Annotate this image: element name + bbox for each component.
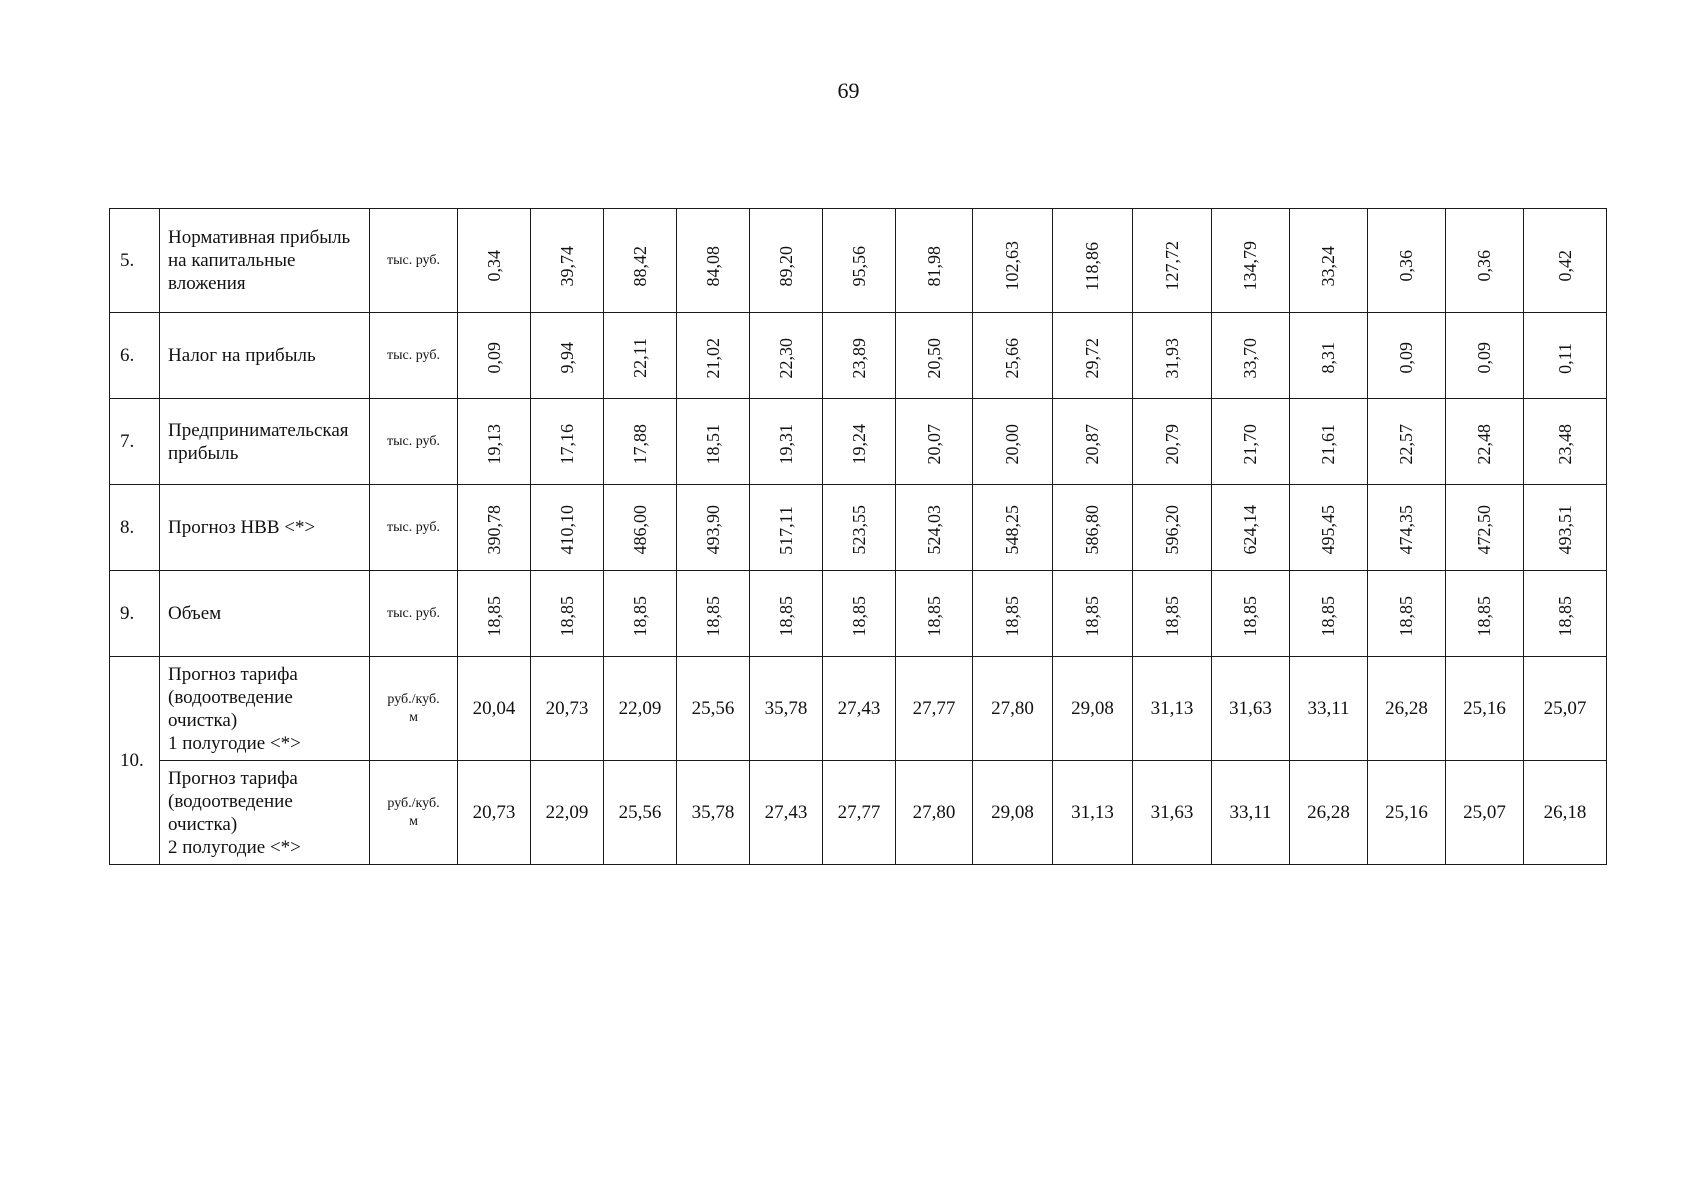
row-name: Налог на прибыль	[160, 313, 370, 399]
value-cell	[1524, 313, 1607, 399]
value-cell	[1212, 571, 1290, 657]
value-cell	[1133, 399, 1212, 485]
value-text: 20,50	[923, 337, 944, 379]
value-text: 18,85	[1554, 595, 1575, 637]
value-cell	[1368, 485, 1446, 571]
value-text: 8,31	[1318, 342, 1338, 374]
value-cell	[1290, 313, 1368, 399]
row-number: 7.	[110, 399, 160, 485]
value-text: 18,85	[1318, 595, 1338, 637]
value-text: 29,72	[1082, 337, 1102, 379]
value-text: 596,20	[1161, 505, 1182, 555]
value-cell	[1446, 571, 1524, 657]
value-cell	[1133, 571, 1212, 657]
value-cell	[1524, 209, 1607, 313]
value-cell	[1368, 209, 1446, 313]
row-unit: тыс. руб.	[370, 485, 458, 571]
table-row-tariff-h2	[110, 761, 1607, 865]
page-number: 69	[837, 78, 860, 103]
value-cell	[896, 313, 973, 399]
value-text: 20,87	[1082, 423, 1102, 465]
value-cell	[1053, 571, 1133, 657]
value-cell	[531, 399, 604, 485]
value-cell	[896, 485, 973, 571]
value-text: 134,79	[1240, 241, 1260, 291]
value-text: 523,55	[848, 505, 869, 555]
value-text: 95,56	[848, 245, 869, 287]
row-name	[160, 761, 370, 865]
row-unit	[370, 761, 458, 865]
value-cell	[1524, 399, 1607, 485]
value-cell: 25,16	[1368, 761, 1446, 865]
table-row	[110, 485, 1607, 571]
name-line: очистка)	[168, 813, 238, 835]
row-number: 5.	[110, 209, 160, 313]
value-cell: 33,11	[1290, 657, 1368, 761]
value-cell	[604, 399, 677, 485]
value-cell	[750, 399, 823, 485]
value-cell: 26,28	[1290, 761, 1368, 865]
value-cell	[1290, 209, 1368, 313]
value-text: 17,16	[556, 423, 577, 465]
value-cell	[531, 313, 604, 399]
value-cell	[458, 399, 531, 485]
value-cell	[750, 313, 823, 399]
value-text: 84,08	[702, 245, 723, 287]
value-text: 0,36	[1396, 250, 1416, 282]
value-cell	[531, 485, 604, 571]
value-text: 624,14	[1240, 505, 1260, 555]
value-cell	[1290, 571, 1368, 657]
value-cell: 29,08	[973, 761, 1053, 865]
value-text: 19,13	[483, 423, 504, 465]
value-text: 486,00	[629, 505, 650, 555]
value-cell	[1446, 485, 1524, 571]
value-cell	[1053, 485, 1133, 571]
value-cell: 27,43	[750, 761, 823, 865]
value-text: 21,70	[1240, 423, 1260, 465]
value-text: 9,94	[556, 342, 577, 374]
table-row	[110, 571, 1607, 657]
value-text: 0,09	[1396, 342, 1416, 374]
value-cell	[973, 485, 1053, 571]
value-cell	[604, 485, 677, 571]
value-cell: 25,07	[1446, 761, 1524, 865]
value-text: 410,10	[556, 505, 577, 555]
value-text: 0,09	[483, 342, 504, 374]
value-cell	[1212, 313, 1290, 399]
row-number: 9.	[110, 571, 160, 657]
value-cell	[1053, 313, 1133, 399]
value-cell	[973, 313, 1053, 399]
value-cell: 22,09	[604, 657, 677, 761]
value-cell: 20,73	[458, 761, 531, 865]
table-row	[110, 313, 1607, 399]
value-text: 33,24	[1318, 245, 1338, 287]
value-text: 23,48	[1554, 423, 1575, 465]
unit-line: м	[409, 813, 418, 829]
tariff-forecast-table	[109, 208, 1607, 865]
value-text: 31,93	[1161, 337, 1182, 379]
value-cell	[677, 485, 750, 571]
name-line: (водоотведение	[168, 686, 293, 708]
value-cell: 22,09	[531, 761, 604, 865]
value-cell: 27,80	[973, 657, 1053, 761]
value-text: 18,85	[775, 595, 796, 637]
name-line: (водоотведение	[168, 790, 293, 812]
value-cell	[823, 571, 896, 657]
row-number: 10.	[110, 657, 160, 865]
value-cell: 27,43	[823, 657, 896, 761]
value-cell	[1368, 571, 1446, 657]
value-text: 118,86	[1082, 241, 1102, 291]
value-text: 88,42	[629, 245, 650, 287]
value-cell	[1133, 485, 1212, 571]
value-cell	[1524, 571, 1607, 657]
value-cell: 27,77	[896, 657, 973, 761]
value-cell	[531, 209, 604, 313]
value-cell	[973, 399, 1053, 485]
row-name: Прогноз НВВ <*>	[160, 485, 370, 571]
value-cell	[1446, 399, 1524, 485]
value-text: 390,78	[483, 505, 504, 555]
value-cell	[458, 313, 531, 399]
value-text: 0,42	[1554, 250, 1575, 282]
value-cell	[973, 571, 1053, 657]
value-cell: 25,16	[1446, 657, 1524, 761]
value-text: 89,20	[775, 245, 796, 287]
value-text: 517,11	[775, 505, 796, 555]
name-line: Прогноз тарифа	[168, 663, 298, 685]
value-cell	[1290, 399, 1368, 485]
value-cell	[1212, 485, 1290, 571]
value-text: 21,61	[1318, 423, 1338, 465]
value-text: 21,02	[702, 337, 723, 379]
value-text: 472,50	[1474, 505, 1494, 555]
name-line: очистка)	[168, 709, 238, 731]
value-text: 39,74	[556, 245, 577, 287]
row-name: Объем	[160, 571, 370, 657]
value-cell: 31,63	[1212, 657, 1290, 761]
table-row	[110, 399, 1607, 485]
value-text: 20,07	[923, 423, 944, 465]
value-text: 18,85	[923, 595, 944, 637]
value-text: 22,11	[629, 338, 650, 378]
value-cell	[677, 209, 750, 313]
value-cell	[677, 313, 750, 399]
value-cell	[1053, 399, 1133, 485]
value-cell	[823, 485, 896, 571]
value-text: 23,89	[848, 337, 869, 379]
value-cell: 25,07	[1524, 657, 1607, 761]
value-cell	[973, 209, 1053, 313]
value-cell	[823, 209, 896, 313]
value-cell: 35,78	[750, 657, 823, 761]
value-text: 18,85	[483, 595, 504, 637]
value-cell	[750, 571, 823, 657]
value-cell: 31,13	[1053, 761, 1133, 865]
value-cell	[823, 399, 896, 485]
value-text: 22,30	[775, 337, 796, 379]
value-text: 102,63	[1002, 241, 1022, 291]
value-text: 25,66	[1002, 337, 1022, 379]
value-text: 0,34	[483, 250, 504, 282]
value-text: 0,36	[1474, 250, 1494, 282]
value-text: 524,03	[923, 505, 944, 555]
value-cell	[823, 313, 896, 399]
value-text: 18,85	[1082, 595, 1102, 637]
row-name: Нормативная прибыль на капитальные вложения	[160, 209, 370, 313]
value-cell: 25,56	[604, 761, 677, 865]
value-text: 548,25	[1002, 505, 1022, 555]
value-text: 22,48	[1474, 423, 1494, 465]
row-name	[160, 657, 370, 761]
value-text: 18,85	[1396, 595, 1416, 637]
value-text: 18,85	[629, 595, 650, 637]
value-cell	[1133, 209, 1212, 313]
value-cell	[896, 571, 973, 657]
value-cell: 29,08	[1053, 657, 1133, 761]
table-row-tariff-h1	[110, 657, 1607, 761]
value-cell	[1290, 485, 1368, 571]
value-cell: 20,73	[531, 657, 604, 761]
value-text: 18,85	[848, 595, 869, 637]
value-text: 18,85	[1240, 595, 1260, 637]
value-text: 18,85	[1161, 595, 1182, 637]
value-text: 493,90	[702, 505, 723, 555]
value-cell	[750, 485, 823, 571]
value-text: 18,85	[556, 595, 577, 637]
value-cell	[604, 571, 677, 657]
value-cell	[1446, 209, 1524, 313]
value-cell: 27,77	[823, 761, 896, 865]
name-line: Прогноз тарифа	[168, 767, 298, 789]
value-cell	[604, 209, 677, 313]
name-line: 2 полугодие <*>	[168, 836, 301, 858]
table-row	[110, 209, 1607, 313]
row-unit: тыс. руб.	[370, 209, 458, 313]
row-unit: тыс. руб.	[370, 313, 458, 399]
row-number: 6.	[110, 313, 160, 399]
value-cell	[604, 313, 677, 399]
row-unit: тыс. руб.	[370, 571, 458, 657]
value-text: 20,79	[1161, 423, 1182, 465]
value-text: 19,31	[775, 423, 796, 465]
value-cell: 20,04	[458, 657, 531, 761]
value-text: 81,98	[923, 245, 944, 287]
value-text: 18,85	[702, 595, 723, 637]
value-cell: 27,80	[896, 761, 973, 865]
table-body	[110, 209, 1607, 865]
value-text: 493,51	[1554, 505, 1575, 555]
row-name: Предпринимательская прибыль	[160, 399, 370, 485]
unit-line: руб./куб.	[387, 795, 440, 811]
value-cell	[458, 571, 531, 657]
value-cell	[1212, 209, 1290, 313]
value-cell	[1524, 485, 1607, 571]
value-cell: 26,28	[1368, 657, 1446, 761]
value-cell: 25,56	[677, 657, 750, 761]
value-cell	[458, 209, 531, 313]
value-cell	[458, 485, 531, 571]
value-cell: 35,78	[677, 761, 750, 865]
value-text: 19,24	[848, 423, 869, 465]
value-text: 18,85	[1002, 595, 1022, 637]
value-cell	[1446, 313, 1524, 399]
value-text: 586,80	[1082, 505, 1102, 555]
value-text: 474,35	[1396, 505, 1416, 555]
value-text: 0,09	[1474, 342, 1494, 374]
value-cell	[750, 209, 823, 313]
value-cell: 33,11	[1212, 761, 1290, 865]
value-cell	[1133, 313, 1212, 399]
value-cell	[896, 399, 973, 485]
value-cell: 31,63	[1133, 761, 1212, 865]
unit-line: м	[409, 709, 418, 725]
row-unit: тыс. руб.	[370, 399, 458, 485]
unit-line: руб./куб.	[387, 691, 440, 707]
value-text: 495,45	[1318, 505, 1338, 555]
value-text: 127,72	[1161, 241, 1182, 291]
value-cell	[1368, 399, 1446, 485]
value-cell	[1368, 313, 1446, 399]
value-cell: 31,13	[1133, 657, 1212, 761]
row-number: 8.	[110, 485, 160, 571]
value-cell: 26,18	[1524, 761, 1607, 865]
value-cell	[1212, 399, 1290, 485]
value-text: 20,00	[1002, 423, 1022, 465]
value-text: 33,70	[1240, 337, 1260, 379]
value-text: 18,85	[1474, 595, 1494, 637]
value-text: 22,57	[1396, 423, 1416, 465]
name-line: 1 полугодие <*>	[168, 732, 301, 754]
value-text: 18,51	[702, 423, 723, 465]
value-text: 17,88	[629, 423, 650, 465]
value-cell	[677, 399, 750, 485]
value-cell	[1053, 209, 1133, 313]
row-unit	[370, 657, 458, 761]
value-cell	[531, 571, 604, 657]
value-cell	[677, 571, 750, 657]
value-cell	[896, 209, 973, 313]
value-text: 0,11	[1554, 342, 1575, 374]
